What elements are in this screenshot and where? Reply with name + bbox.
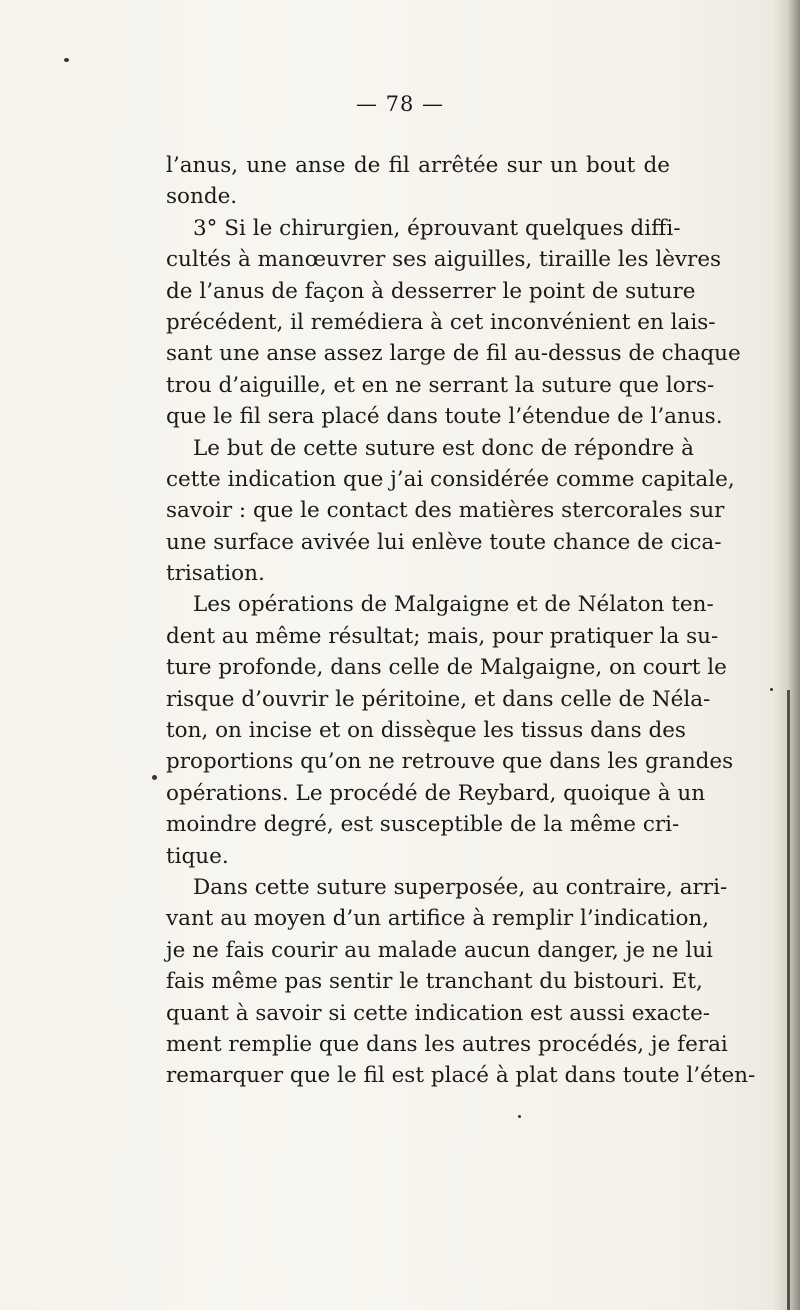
text-line: opérations. Le procédé de Reybard, quoique à un [166, 780, 706, 806]
ink-speck [770, 688, 773, 691]
text-line: vant au moyen d’un artifice à remplir l’indication, [166, 906, 710, 932]
text-line: une surface avivée lui enlève toute chance de cica- [166, 529, 722, 555]
text-line: trisation. [166, 561, 265, 587]
text-line: ment remplie que dans les autres procédés, je ferai [166, 1031, 728, 1057]
text-line: tique. [166, 843, 229, 869]
body-text [166, 150, 756, 1092]
text-line: ture profonde, dans celle de Malgaigne, on court le [166, 655, 727, 681]
text-line: Le but de cette suture est donc de répondre à [193, 435, 694, 461]
page-number: — 78 — [355, 92, 445, 116]
text-line: sonde. [166, 184, 238, 210]
text-line: 3° Si le chirurgien, éprouvant quelques diffi- [193, 215, 681, 241]
page-edge-shadow [772, 0, 800, 1310]
text-line: cette indication que j’ai considérée comme capitale, [166, 466, 735, 492]
text-line: trou d’aiguille, et en ne serrant la suture que lors- [166, 372, 715, 398]
text-line: dent au même résultat; mais, pour pratiquer la su- [166, 623, 719, 649]
text-line: je ne fais courir au malade aucun danger, je ne lui [166, 937, 713, 963]
text-line: de l’anus de façon à desserrer le point de suture [166, 278, 696, 304]
text-line: remarquer que le fil est placé à plat dans toute l’éten- [166, 1063, 756, 1089]
text-line: risque d’ouvrir le péritoine, et dans celle de Néla- [166, 686, 711, 712]
ink-speck [152, 775, 157, 780]
text-line: cultés à manœuvrer ses aiguilles, tiraille les lèvres [166, 247, 722, 273]
ink-speck [518, 1115, 521, 1118]
text-line: précédent, il remédiera à cet inconvénient en lais- [166, 309, 716, 335]
text-line: sant une anse assez large de fil au-dessus de chaque [166, 341, 741, 367]
text-line: l’anus, une anse de fil arrêtée sur un bout de [166, 153, 670, 178]
text-line: ton, on incise et on dissèque les tissus dans des [166, 718, 686, 744]
text-line: moindre degré, est susceptible de la même cri- [166, 812, 680, 838]
ink-speck [64, 58, 69, 62]
text-line: que le fil sera placé dans toute l’étendue de l’anus. [166, 404, 723, 430]
text-line: fais même pas sentir le tranchant du bistouri. Et, [166, 969, 703, 995]
page-edge-line [787, 690, 790, 1310]
text-line: savoir : que le contact des matières stercorales sur [166, 498, 725, 524]
text-line: quant à savoir si cette indication est aussi exacte- [166, 1000, 711, 1026]
text-line: proportions qu’on ne retrouve que dans les grandes [166, 749, 734, 775]
text-line: Les opérations de Malgaigne et de Nélaton ten- [193, 592, 714, 618]
text-line: Dans cette suture superposée, au contraire, arri- [193, 874, 728, 900]
